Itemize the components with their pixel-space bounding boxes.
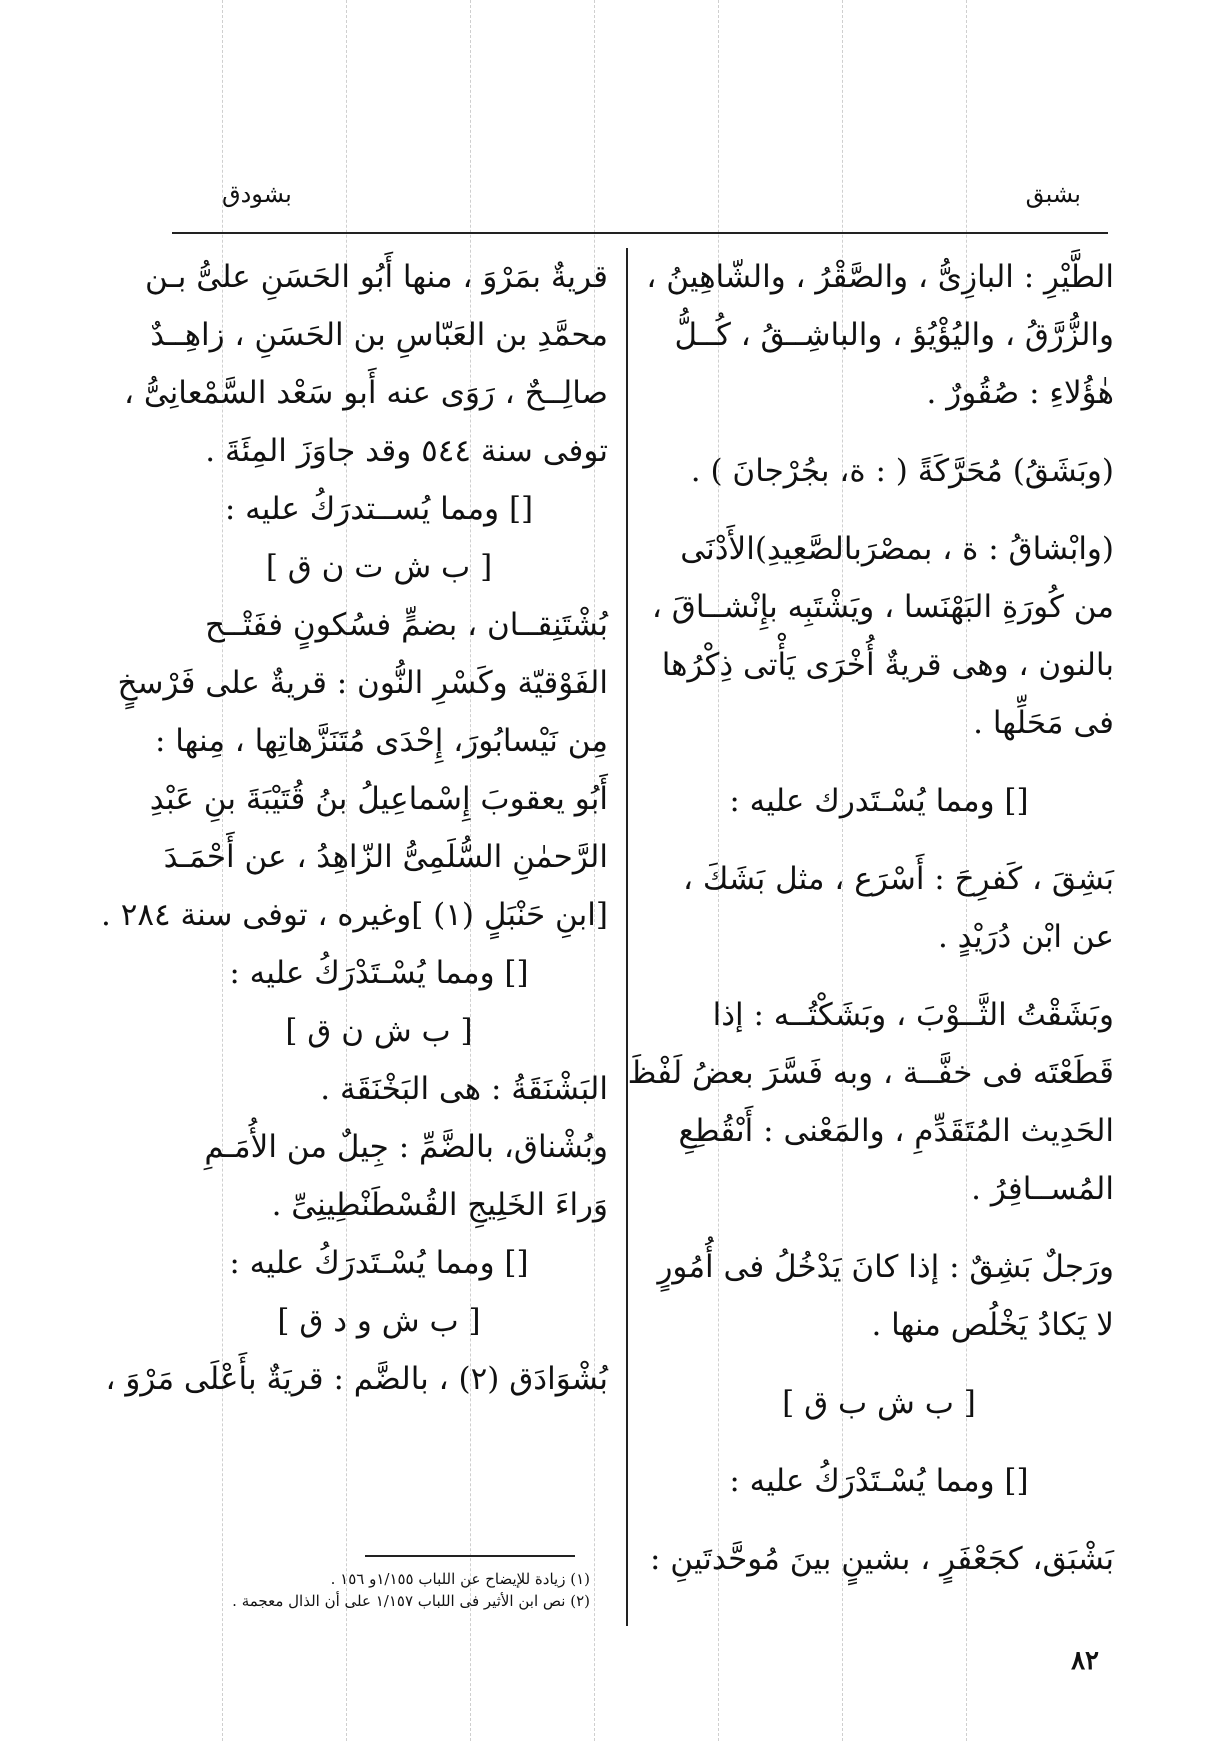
running-header-right: بشبق [1025,180,1081,208]
text-line: ورَجلٌ بَشِقٌ : إذا كانَ يَدْخُلُ فى أُمُورٍ [657,1249,1114,1285]
text-line: قَطَعْتَه فى خفَّــة ، وبه فَسَّرَ بعضُ لَفْظَ [627,1055,1114,1091]
section-note: [] ومما يُسْـتَدرَكُ عليه : [229,1245,529,1281]
running-header-left: بشودق [222,180,292,208]
footnote-rule [365,1555,575,1557]
text-line: [ابنِ حَنْبَلٍ (١) ]وغيره ، توفى سنة ٢٨٤ . [100,897,608,933]
spacer [644,1354,1114,1374]
footnote: (٢) نص ابن الأثير فى اللباب ١/١٥٧ على أن الذال معجمة . [232,1592,590,1610]
section-note: [] ومما يُســتدرَكُ عليه : [224,491,534,527]
text-line: بُشْوَادَق (٢) ، بالضَّم : قريَةٌ بأَعْلَى مَرْوَ ، [105,1361,608,1397]
entry-heading: [ ب ش ن ق ] [285,1013,473,1049]
right-column [627,248,1114,1588]
text-line: مِن نَيْسابُورَ، إِحْدَى مُتَنَزَّهاتِها ، مِنها : [154,723,608,759]
footnote: (١) زيادة للإيضاح عن اللباب ١/١٥٥و ١٥٦ . [330,1570,590,1588]
spacer [644,966,1114,986]
footnotes [150,1568,590,1612]
entry-heading: [ ب ش و د ق ] [277,1303,481,1339]
spacer [644,1218,1114,1238]
entry-heading: [ ب ش ب ق ] [782,1385,976,1421]
text-line: محمَّدِ بن العَبّاسِ بن الحَسَنِ ، زاهِــدٌ [150,317,608,353]
spacer [644,500,1114,520]
header-rule [172,232,1108,234]
text-line: وَراءَ الخَلِيجِ القُسْطَنْطِينِىِّ . [271,1187,608,1223]
text-line: بالنون ، وهى قريةٌ أُخْرَى يَأْتى ذِكْرُها [661,647,1114,683]
text-line: الحَدِيث المُتَقَدِّمِ ، والمَعْنى : أَىْقُطِعِ [678,1113,1114,1149]
spacer [644,422,1114,442]
entry-heading: [ ب ش ت ن ق ] [265,549,493,585]
text-line: صالِــحٌ ، رَوَى عنه أَبو سَعْد السَّمْعانِىُّ ، [123,375,608,411]
text-line: بُشْتَنِقــان ، بضمٍّ فسُكونٍ ففَتْــح [204,607,608,643]
column-divider [626,248,628,1626]
text-line: توفى سنة ٥٤٤ وقد جاوَزَ المِئَةَ . [205,433,608,469]
section-note: [] ومما يُسْـتَدْرَكُ عليه : [229,955,529,991]
section-note: [] ومما يُسْـتَدْرَكُ عليه : [729,1463,1029,1499]
text-line: (وابْشاقُ : ة ، بمصْرَبالصَّعِيدِ)الأَدْنَى [680,531,1114,567]
text-line: وبُشْناق، بالضَّمِّ : جِيلٌ من الأُمَـمِ [204,1129,608,1165]
left-column [100,248,608,1408]
text-line: الطَّيْرِ : البازِىُّ ، والصَّقْرُ ، والشّاهِينُ ، [646,259,1114,295]
text-line: البَشْنَقَةُ : هى البَخْنَقَة . [320,1071,608,1107]
text-line: (وبَشَقُ) مُحَرَّكَةً ( : ة، بجُرْجانَ ) . [690,453,1114,489]
text-line: المُســافِرُ . [971,1171,1114,1207]
text-line: فى مَحَلِّها . [973,705,1114,741]
text-line: بَشِقَ ، كَفرِحَ : أَسْرَع ، مثل بَشَكَ ، [682,861,1114,897]
text-line: الفَوْقيّة وكَسْرِ النُّون : قريةٌ على فَرْسخٍ [117,665,608,701]
page-number: ٨٢ [1071,1646,1099,1676]
text-line: وبَشَقْتُ الثَّــوْبَ ، وبَشَكْتُــه : إذا [712,997,1114,1033]
spacer [644,752,1114,772]
spacer [644,830,1114,850]
section-note: [] ومما يُسْـتَدرك عليه : [729,783,1029,819]
text-line: عن ابْن دُرَيْدٍ . [937,919,1114,955]
spacer [644,1432,1114,1452]
text-line: الرَّحمٰنِ السُّلَمِىُّ الزّاهِدُ ، عن أَحْمَـدَ [163,839,608,875]
text-line: هٰؤُلاءِ : صُقُورٌ . [926,375,1114,411]
text-line: أَبُو يعقوبَ إِسْماعِيلُ بنُ قُتَيْبَةَ بنِ عَبْدِ [149,781,608,817]
text-line: والزُّرَّقُ ، واليُؤْيُؤ ، والباشِــقُ ، كُــلُّ [674,317,1114,353]
text-line: قريةٌ بمَرْوَ ، منها أَبُو الحَسَنِ علىُّ بـن [145,259,608,295]
spacer [644,1510,1114,1530]
text-line: بَشْبَق، كجَعْفَرٍ ، بشينٍ بينَ مُوحَّدتَينِ : [649,1541,1114,1577]
text-line: لا يَكادُ يَخْلُص منها . [871,1307,1114,1343]
text-line: من كُورَةِ البَهْنَسا ، ويَشْتَبِه بإِنْشــاقَ ، [651,589,1114,625]
